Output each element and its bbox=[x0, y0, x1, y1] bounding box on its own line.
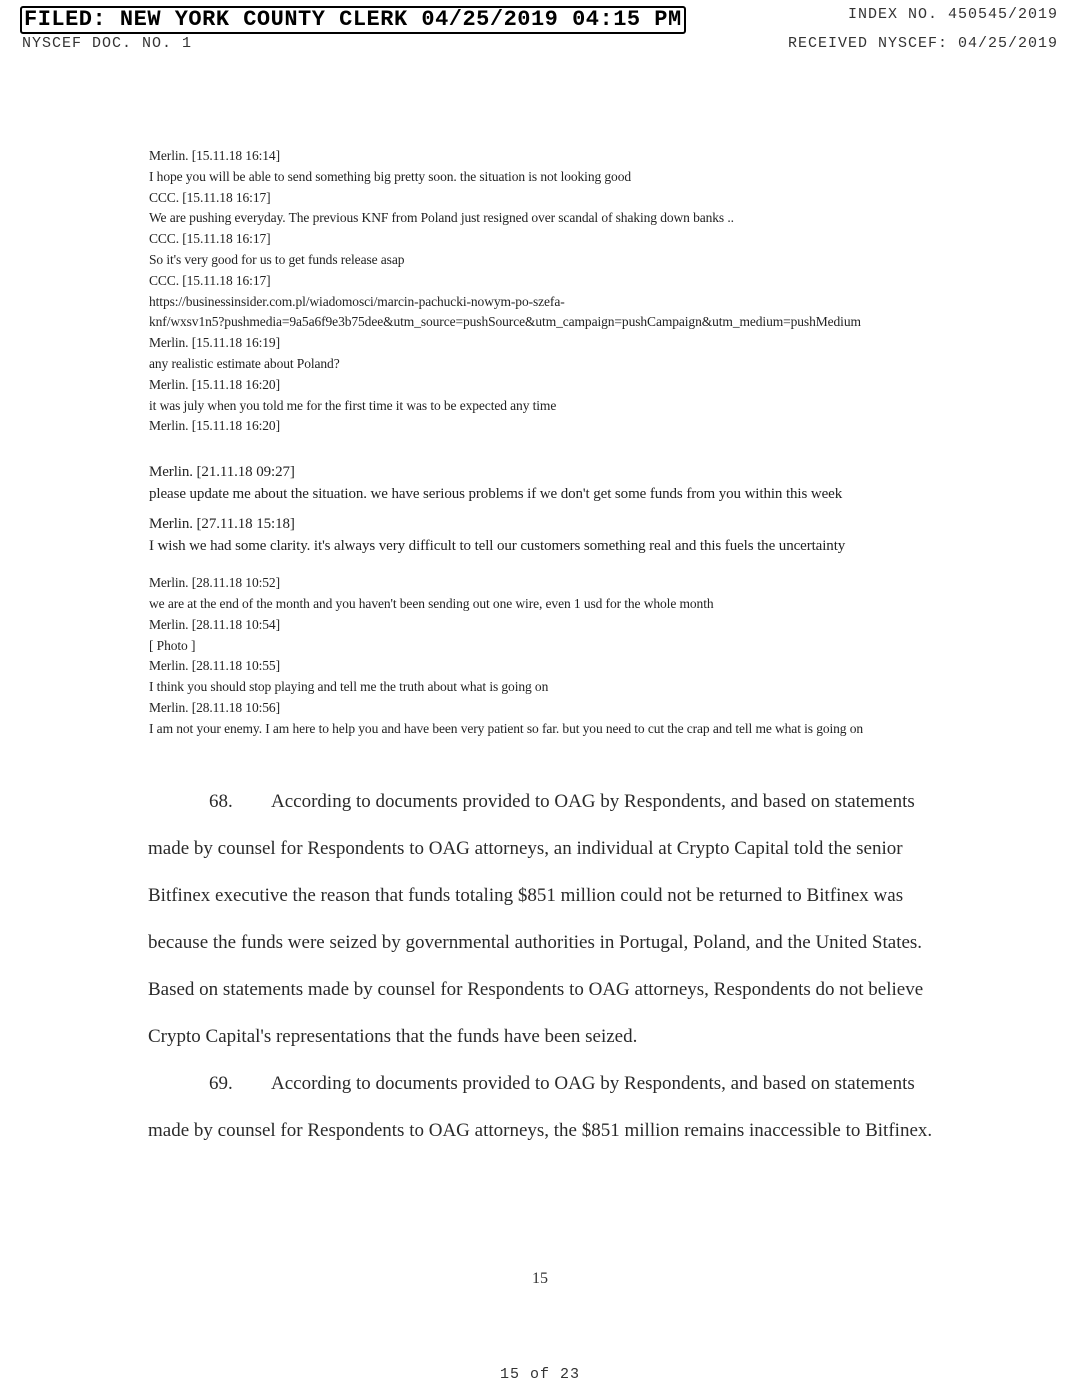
paragraph-text: According to documents provided to OAG by Respondents, and based on statements made by counsel for Respondents to OAG attorneys, the $851 million remains inaccessible to Bitfinex. bbox=[148, 1073, 933, 1141]
doc-number: NYSCEF DOC. NO. 1 bbox=[22, 35, 193, 52]
chat-line: I wish we had some clarity. it's always very difficult to tell our customers something real and this fuels the uncertainty bbox=[149, 538, 846, 555]
chat-link[interactable]: https://businessinsider.com.pl/wiadomosci/marcin-pachucki-nowym-po-szefa- bbox=[149, 293, 565, 309]
body-paragraphs bbox=[148, 778, 938, 1154]
chat-line: So it's very good for us to get funds release asap bbox=[149, 251, 405, 267]
chat-line: Merlin. [28.11.18 10:54] bbox=[149, 616, 280, 632]
paragraph-69 bbox=[148, 1060, 938, 1154]
chat-line: we are at the end of the month and you haven't been sending out one wire, even 1 usd for the whole month bbox=[149, 595, 714, 611]
chat-line: Merlin. [28.11.18 10:52] bbox=[149, 575, 280, 591]
chat-line: please update me about the situation. we have serious problems if we don't get some funds from you within this week bbox=[149, 486, 843, 503]
chat-log bbox=[149, 146, 961, 740]
chat-line: I am not your enemy. I am here to help you and have been very patient so far. but you need to cut the crap and tell me what is going on bbox=[149, 720, 864, 736]
page-of-total: 15 of 23 bbox=[499, 1366, 580, 1383]
chat-line: CCC. [15.11.18 16:17] bbox=[149, 231, 271, 247]
chat-line: Merlin. [15.11.18 16:14] bbox=[149, 148, 280, 163]
chat-line: I hope you will be able to send something big pretty soon. the situation is not looking good bbox=[149, 168, 632, 184]
chat-line: We are pushing everyday. The previous KNF from Poland just resigned over scandal of shaking down banks .. bbox=[149, 210, 734, 226]
chat-line: Merlin. [27.11.18 15:18] bbox=[149, 516, 295, 533]
chat-line: it was july when you told me for the first time it was to be expected any time bbox=[149, 397, 557, 413]
chat-line: Merlin. [15.11.18 16:20] bbox=[149, 418, 280, 434]
chat-line: [ Photo ] bbox=[149, 637, 196, 653]
chat-line: Merlin. [28.11.18 10:55] bbox=[149, 658, 280, 674]
paragraph-number: 68. bbox=[209, 791, 233, 812]
chat-line: I think you should stop playing and tell me the truth about what is going on bbox=[149, 679, 549, 695]
chat-link[interactable]: knf/wxsv1n5?pushmedia=9a5a6f9e3b75dee&utm_source=pushSource&utm_campaign=pushCampaign&utm_medium=pushMedium bbox=[149, 314, 861, 330]
filed-stamp: FILED: NEW YORK COUNTY CLERK 04/25/2019 04:15 PM bbox=[20, 6, 686, 34]
paragraph-text: According to documents provided to OAG by Respondents, and based on statements made by counsel for Respondents to OAG attorneys, an individual at Crypto Capital told the senior Bitfinex executive the reason that funds totaling $851 million could not be returned to Bitfinex was because the funds were seized by governmental authorities in Portugal, Poland, and the United States. Based on statements made by counsel for Respondents to OAG attorneys, Respondents do not believe Crypto Capital's representations that the funds have been seized. bbox=[148, 791, 924, 1047]
chat-line: Merlin. [15.11.18 16:20] bbox=[149, 376, 280, 392]
chat-line: CCC. [15.11.18 16:17] bbox=[149, 272, 271, 288]
paragraph-68 bbox=[148, 778, 938, 1060]
chat-line: CCC. [15.11.18 16:17] bbox=[149, 189, 271, 205]
page-number: 15 bbox=[532, 1270, 548, 1287]
chat-line: any realistic estimate about Poland? bbox=[149, 355, 340, 371]
paragraph-number: 69. bbox=[209, 1073, 233, 1094]
chat-line: Merlin. [15.11.18 16:19] bbox=[149, 335, 280, 351]
chat-line: Merlin. [28.11.18 10:56] bbox=[149, 699, 280, 715]
index-number: INDEX NO. 450545/2019 bbox=[847, 6, 1058, 23]
chat-line: Merlin. [21.11.18 09:27] bbox=[149, 464, 295, 481]
received-date: RECEIVED NYSCEF: 04/25/2019 bbox=[787, 35, 1058, 52]
